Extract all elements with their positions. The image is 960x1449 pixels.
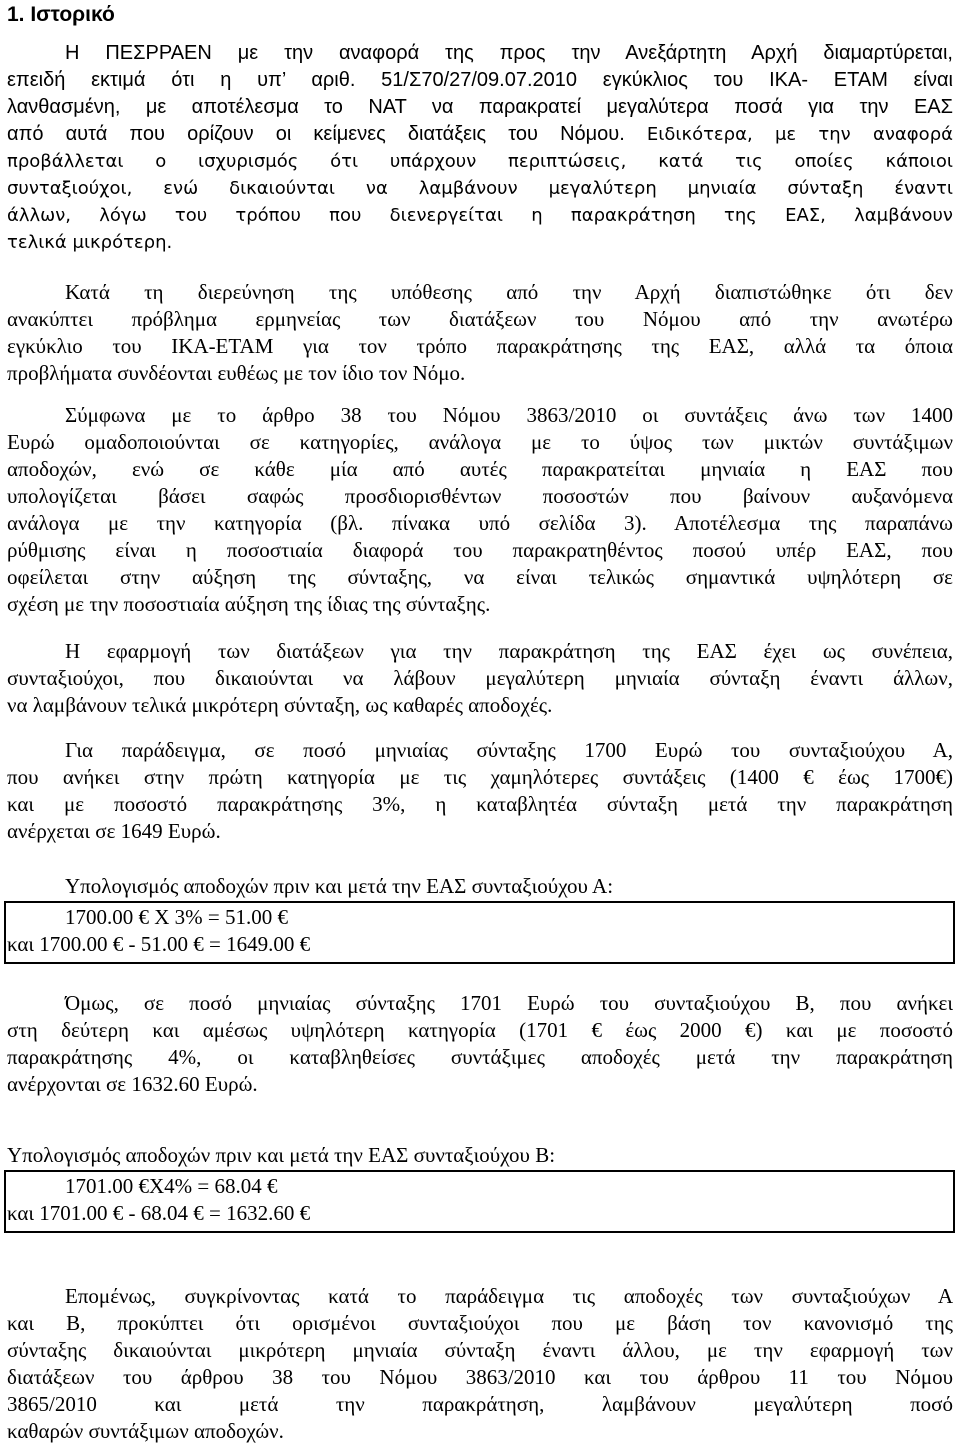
paragraph-line: επειδή εκτιμά ότι η υπ’ αριθ. 51/Σ70/27/09.07.2010 εγκύκλιος του ΙΚΑ- ΕΤΑΜ είναι <box>7 69 953 91</box>
section-heading: 1. Ιστορικό <box>7 3 115 26</box>
paragraph-line: σχέση με την ποσοστιαία αύξηση της ίδιας της σύνταξης. <box>7 592 491 616</box>
paragraph-line: ανακύπτει πρόβλημα ερμηνείας των διατάξεων του Νόμου από την ανωτέρω <box>7 307 953 331</box>
calculation-title <box>7 873 953 900</box>
paragraph-line-segment: από αυτά που ορίζουν οι κείμενες διατάξεις του Νόμου. <box>7 123 625 145</box>
paragraph-line: Σύμφωνα με το άρθρο 38 του Νόμου 3863/2010 οι συντάξεις άνω των 1400 <box>65 403 953 427</box>
paragraph-line: παρακράτησης 4%, οι καταβληθείσες συντάξιμες αποδοχές μετά την παρακράτηση <box>7 1045 953 1069</box>
paragraph-line: τελικά μικρότερη. <box>7 232 173 253</box>
paragraph-line <box>7 121 953 148</box>
calculation-title-text: Υπολογισμός αποδοχών πριν και μετά την ΕΑΣ συνταξιούχου Α: <box>65 874 614 898</box>
calculation-title <box>7 1142 953 1169</box>
paragraph-line: λανθασμένη, με αποτέλεσμα το ΝΑΤ να παρακρατεί μεγαλύτερα ποσά για την ΕΑΣ <box>7 96 953 118</box>
paragraph-line: άλλων, λόγω του τρόπου που διενεργείται η παρακράτηση της ΕΑΣ, λαμβάνουν <box>7 205 953 226</box>
calculation-line: και 1700.00 € - 51.00 € = 1649.00 € <box>7 932 311 956</box>
paragraph-line: Η εφαρμογή των διατάξεων για την παρακράτηση της ΕΑΣ έχει ως συνέπεια, <box>65 639 953 663</box>
paragraph-line: Ευρώ ομαδοποιούνται σε κατηγορίες, ανάλογα με το ύψος των μικτών συντάξιμων <box>7 430 953 454</box>
paragraph-line: και Β, προκύπτει ότι ορισμένοι συνταξιούχοι που με βάση τον κανονισμό της <box>7 1311 953 1335</box>
calculation-title-text: Υπολογισμός αποδοχών πριν και μετά την ΕΑΣ συνταξιούχου Β: <box>7 1143 556 1167</box>
paragraph-line: Κατά τη διερεύνηση της υπόθεσης από την Αρχή διαπιστώθηκε ότι δεν <box>65 280 953 304</box>
paragraph-line: προβλήματα συνδέονται ευθέως με τον ίδιο τον Νόμο. <box>7 361 466 385</box>
paragraph-line: προβάλλεται ο ισχυρισμός ότι υπάρχουν περιπτώσεις, κατά τις οποίες κάποιοι <box>7 151 953 172</box>
paragraph-line: που ανήκει στην πρώτη κατηγορία με τις χαμηλότερες συντάξεις (1400 € έως 1700€) <box>7 765 953 789</box>
paragraph <box>7 279 953 387</box>
paragraph-line: σύνταξης δικαιούνται μικρότερη μηνιαία σύνταξη έναντι άλλου, με την εφαρμογή των <box>7 1338 953 1362</box>
paragraph <box>7 402 953 618</box>
paragraph <box>7 1283 953 1445</box>
paragraph <box>7 638 953 719</box>
paragraph <box>7 990 953 1098</box>
calculation-line: 1701.00 €Χ4% = 68.04 € <box>65 1174 278 1198</box>
paragraph-line: και με ποσοστό παρακράτησης 3%, η καταβλητέα σύνταξη μετά την παρακράτηση <box>7 792 953 816</box>
paragraph-line: Όμως, σε ποσό μηνιαίας σύνταξης 1701 Ευρώ του συνταξιούχου Β, που ανήκει <box>65 991 953 1015</box>
paragraph-line: συνταξιούχοι, που δικαιούνται να λάβουν μεγαλύτερη μηνιαία σύνταξη έναντι άλλων, <box>7 666 953 690</box>
paragraph-line: ρύθμισης είναι η ποσοστιαία διαφορά του παρακρατηθέντος ποσού υπέρ ΕΑΣ, που <box>7 538 953 562</box>
calculation-box <box>4 901 955 964</box>
paragraph-line: ανέρχεται σε 1649 Ευρώ. <box>7 819 221 843</box>
paragraph-line: να λαμβάνουν τελικά μικρότερη σύνταξη, ως καθαρές αποδοχές. <box>7 693 553 717</box>
paragraph-line: Επομένως, συγκρίνοντας κατά το παράδειγμα τις αποδοχές των συνταξιούχων Α <box>65 1284 953 1308</box>
paragraph-line: Η ΠΕΣΡΡΑΕΝ με την αναφορά της προς την Ανεξάρτητη Αρχή διαμαρτύρεται, <box>65 42 953 64</box>
paragraph-line: εγκύκλιο του ΙΚΑ-ΕΤΑΜ για τον τρόπο παρακράτησης της ΕΑΣ, αλλά τα όποια <box>7 334 953 358</box>
paragraph <box>7 737 953 845</box>
paragraph <box>7 40 953 256</box>
paragraph-line: στη δεύτερη και αμέσως υψηλότερη κατηγορία (1701 € έως 2000 €) και με ποσοστό <box>7 1018 953 1042</box>
calculation-box <box>4 1170 955 1233</box>
paragraph-line: υπολογίζεται βάσει σαφώς προσδιορισθέντων ποσοστών που βαίνουν αυξανόμενα <box>7 484 953 508</box>
paragraph-line: συνταξιούχοι, ενώ δικαιούνται να λαμβάνουν μεγαλύτερη μηνιαία σύνταξη έναντι <box>7 178 953 199</box>
calculation-line: και 1701.00 € - 68.04 € = 1632.60 € <box>7 1201 311 1225</box>
calculation-line: 1700.00 € Χ 3% = 51.00 € <box>65 905 289 929</box>
paragraph-line: καθαρών συντάξιμων αποδοχών. <box>7 1419 284 1443</box>
paragraph-line: ανάλογα με την κατηγορία (βλ. πίνακα υπό σελίδα 3). Αποτέλεσμα της παραπάνω <box>7 511 953 535</box>
paragraph-line: οφείλεται στην αύξηση της σύνταξης, να είναι τελικώς σημαντικά υψηλότερη σε <box>7 565 953 589</box>
paragraph-line: διατάξεων του άρθρου 38 του Νόμου 3863/2010 και του άρθρου 11 του Νόμου <box>7 1365 953 1389</box>
paragraph-line-segment: Ειδικότερα, με την αναφορά <box>646 124 953 145</box>
paragraph-line: ανέρχονται σε 1632.60 Ευρώ. <box>7 1072 258 1096</box>
paragraph-line: 3865/2010 και μετά την παρακράτηση, λαμβάνουν μεγαλύτερη ποσό <box>7 1392 953 1416</box>
paragraph-line: Για παράδειγμα, σε ποσό μηνιαίας σύνταξης 1700 Ευρώ του συνταξιούχου Α, <box>65 738 953 762</box>
paragraph-line: αποδοχών, ενώ σε κάθε μία από αυτές παρακρατείται μηνιαία η ΕΑΣ που <box>7 457 953 481</box>
